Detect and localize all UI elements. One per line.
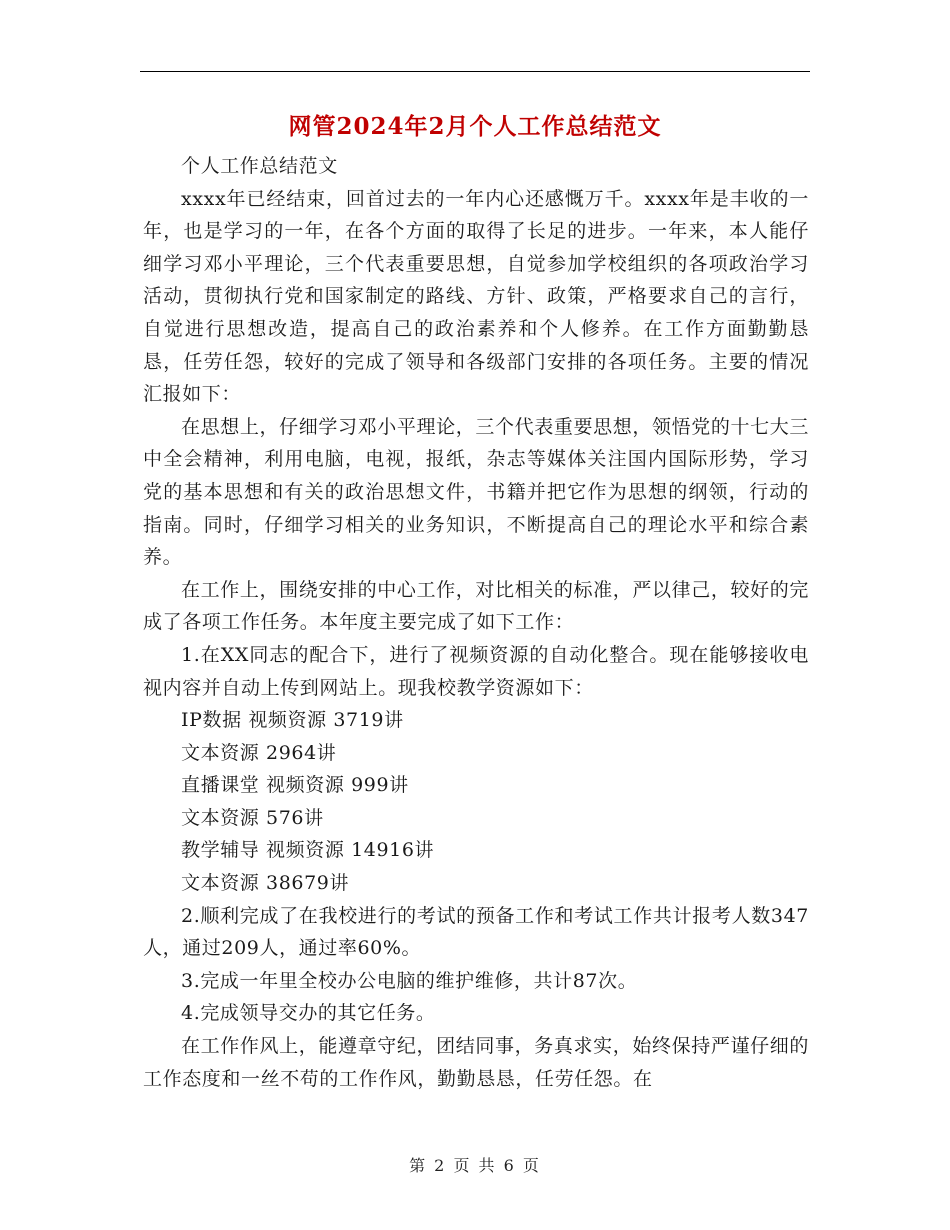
header-rule: [140, 71, 810, 72]
paragraph: 3.完成一年里全校办公电脑的维护维修，共计87次。: [181, 969, 638, 992]
resource-line: 直播课堂 视频资源 999讲: [181, 774, 409, 797]
resource-line: IP数据 视频资源 3719讲: [181, 709, 404, 732]
document-title: 网管2024年2月个人工作总结范文: [288, 113, 662, 140]
resource-line: 文本资源 2964讲: [181, 741, 337, 764]
paragraph: 4.完成领导交办的其它任务。: [181, 1002, 436, 1025]
paragraph: 个人工作总结范文: [181, 155, 338, 177]
page-number-footer: 第 2 页 共 6 页: [409, 1156, 541, 1175]
document-body: [143, 150, 809, 1095]
paragraph: 在工作上，围绕安排的中心工作，对比相关的标准，严以律己，较好的完成了各项工作任务。本年度主要完成了如下工作：: [143, 578, 809, 634]
resource-line: 文本资源 38679讲: [181, 872, 350, 895]
paragraph: 2.顺利完成了在我校进行的考试的预备工作和考试工作共计报考人数347人，通过209人，通过率60%。: [143, 904, 809, 960]
paragraph: 1.在XX同志的配合下，进行了视频资源的自动化整合。现在能够接收电视内容并自动上传到网站上。现我校教学资源如下：: [143, 643, 809, 699]
paragraph: 在思想上，仔细学习邓小平理论，三个代表重要思想，领悟党的十七大三中全会精神，利用电脑，电视，报纸，杂志等媒体关注国内国际形势，学习党的基本思想和有关的政治思想文件，书籍并把它作为思想的纲领，行动的指南。同时，仔细学习相关的业务知识，不断提高自己的理论水平和综合素养。: [143, 415, 809, 569]
resource-line: 教学辅导 视频资源 14916讲: [181, 839, 435, 862]
paragraph: xxxx年已经结束，回首过去的一年内心还感慨万千。xxxx年是丰收的一年，也是学习的一年，在各个方面的取得了长足的进步。一年来，本人能仔细学习邓小平理论，三个代表重要思想，自觉参加学校组织的各项政治学习活动，贯彻执行党和国家制定的路线、方针、政策，严格要求自己的言行，自觉进行思想改造，提高自己的政治素养和个人修养。在工作方面勤勤恳恳，任劳任怨，较好的完成了领导和各级部门安排的各项任务。主要的情况汇报如下：: [143, 187, 809, 406]
paragraph: 在工作作风上，能遵章守纪，团结同事，务真求实，始终保持严谨仔细的工作态度和一丝不苟的工作作风，勤勤恳恳，任劳任怨。在: [143, 1035, 809, 1090]
resource-line: 文本资源 576讲: [181, 806, 324, 829]
